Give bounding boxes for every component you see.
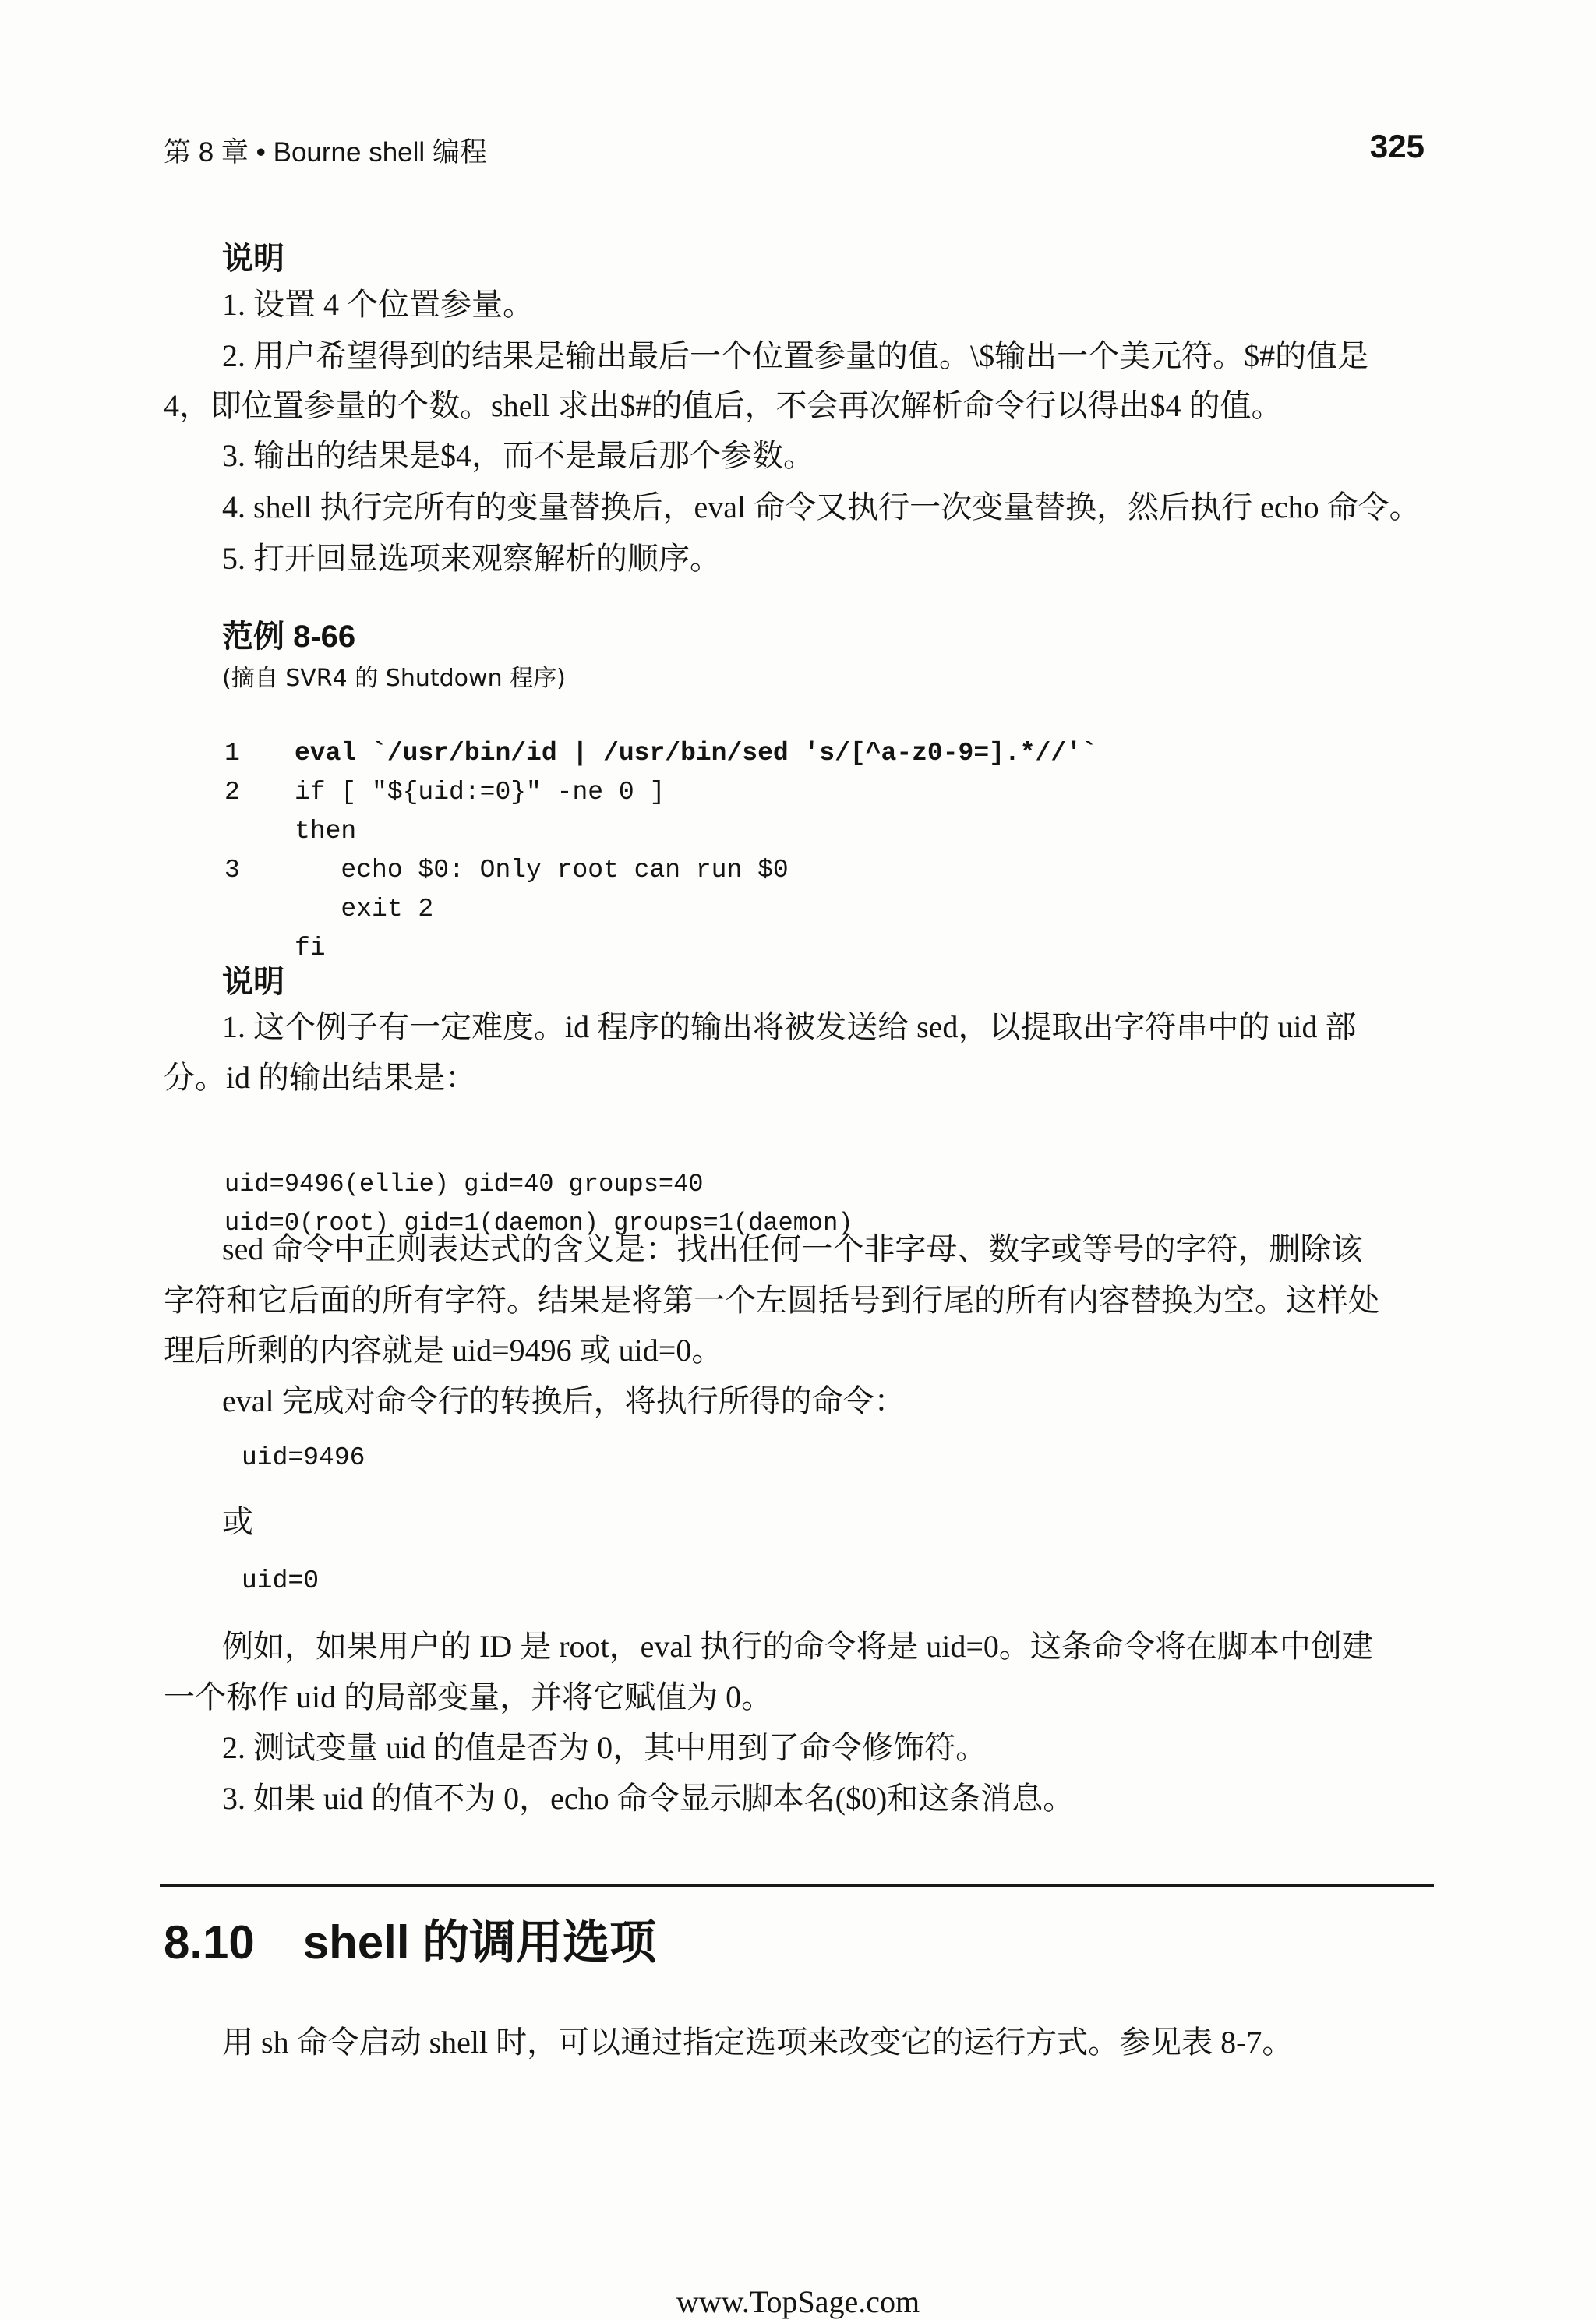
line-number: 3 [224, 856, 240, 885]
code-text: eval `/usr/bin/id | /usr/bin/sed 's/[^a-z0-9=].*//'` [295, 739, 1097, 768]
code-text: fi [295, 934, 326, 962]
example-title: 范例 8-66 [222, 620, 356, 654]
section-intro: 用 sh 命令启动 shell 时，可以通过指定选项来改变它的运行方式。参见表 8-7。 [222, 2025, 1294, 2060]
note2-p1-line2: 分。id 的输出结果是： [164, 1060, 477, 1095]
or-word: 或 [222, 1504, 253, 1539]
code-uid-a: uid=9496 [242, 1443, 365, 1472]
code-line-6 [224, 929, 1097, 968]
note1-item-2-cont: 4，即位置参量的个数。shell 求出$#的值后，不会再次解析命令行以得出$4 的值。 [164, 388, 1283, 423]
code-uid-b: uid=0 [242, 1566, 320, 1595]
footer-url: www.TopSage.com [676, 2284, 920, 2319]
code-block [224, 695, 1097, 1007]
code-line-2 [224, 773, 1097, 812]
code-line-4 [224, 851, 1097, 890]
id-output-line-1: uid=9496(ellie) gid=40 groups=40 [224, 1170, 704, 1199]
note2-p1-line1: 1. 这个例子有一定难度。id 程序的输出将被发送给 sed，以提取出字符串中的 uid 部 [222, 1009, 1357, 1044]
page-number: 325 [1369, 128, 1425, 164]
section-heading [164, 1905, 656, 1972]
section-rule [160, 1884, 1434, 1887]
note1-item-4: 4. shell 执行完所有的变量替换后，eval 命令又执行一次变量替换，然后执行 echo 命令。 [222, 489, 1421, 524]
note2-p2-line1: sed 命令中正则表达式的含义是：找出任何一个非字母、数字或等号的字符，删除该 [222, 1231, 1363, 1266]
note2-p3: eval 完成对命令行的转换后，将执行所得的命令： [222, 1383, 906, 1418]
line-number: 1 [224, 739, 240, 768]
example-caption: (摘自 SVR4 的 Shutdown 程序) [222, 665, 566, 692]
note1-item-2: 2. 用户希望得到的结果是输出最后一个位置参量的值。\$输出一个美元符。$#的值是 [222, 338, 1369, 373]
note2-p2-line3: 理后所剩的内容就是 uid=9496 或 uid=0。 [164, 1333, 723, 1368]
code-line-1 [224, 734, 1097, 773]
note1-item-3: 3. 输出的结果是$4，而不是最后那个参数。 [222, 438, 814, 473]
note2-p4-line2: 一个称作 uid 的局部变量，并将它赋值为 0。 [164, 1679, 773, 1714]
note2-item-3: 3. 如果 uid 的值不为 0，echo 命令显示脚本名($0)和这条消息。 [222, 1781, 1075, 1816]
chapter-header: 第 8 章 • Bourne shell 编程 [164, 137, 487, 168]
note-heading: 说明 [222, 241, 284, 276]
note1-item-5: 5. 打开回显选项来观察解析的顺序。 [222, 541, 721, 576]
note2-p4-line1: 例如，如果用户的 ID 是 root，eval 执行的命令将是 uid=0。这条命令将在脚本中创建 [222, 1629, 1373, 1664]
note2-p2-line2: 字符和它后面的所有字符。结果是将第一个左圆括号到行尾的所有内容替换为空。这样处 [164, 1283, 1379, 1318]
line-number: 2 [224, 778, 240, 807]
section-number: 8.10 [164, 1916, 255, 1969]
code-line-5 [224, 890, 1097, 929]
note2-item-2: 2. 测试变量 uid 的值是否为 0，其中用到了命令修饰符。 [222, 1730, 987, 1765]
section-title: shell 的调用选项 [302, 1916, 657, 1969]
code-text: then [295, 817, 357, 846]
code-text: if [ "${uid:=0}" -ne 0 ] [295, 778, 666, 807]
note1-item-1: 1. 设置 4 个位置参量。 [222, 287, 534, 322]
note-heading-2: 说明 [222, 964, 284, 999]
id-output-line-2: uid=0(root) gid=1(daemon) groups=1(daemon) [224, 1209, 853, 1238]
code-line-3 [224, 812, 1097, 851]
code-text: echo $0: Only root can run $0 [295, 856, 789, 885]
code-text: exit 2 [295, 895, 434, 923]
